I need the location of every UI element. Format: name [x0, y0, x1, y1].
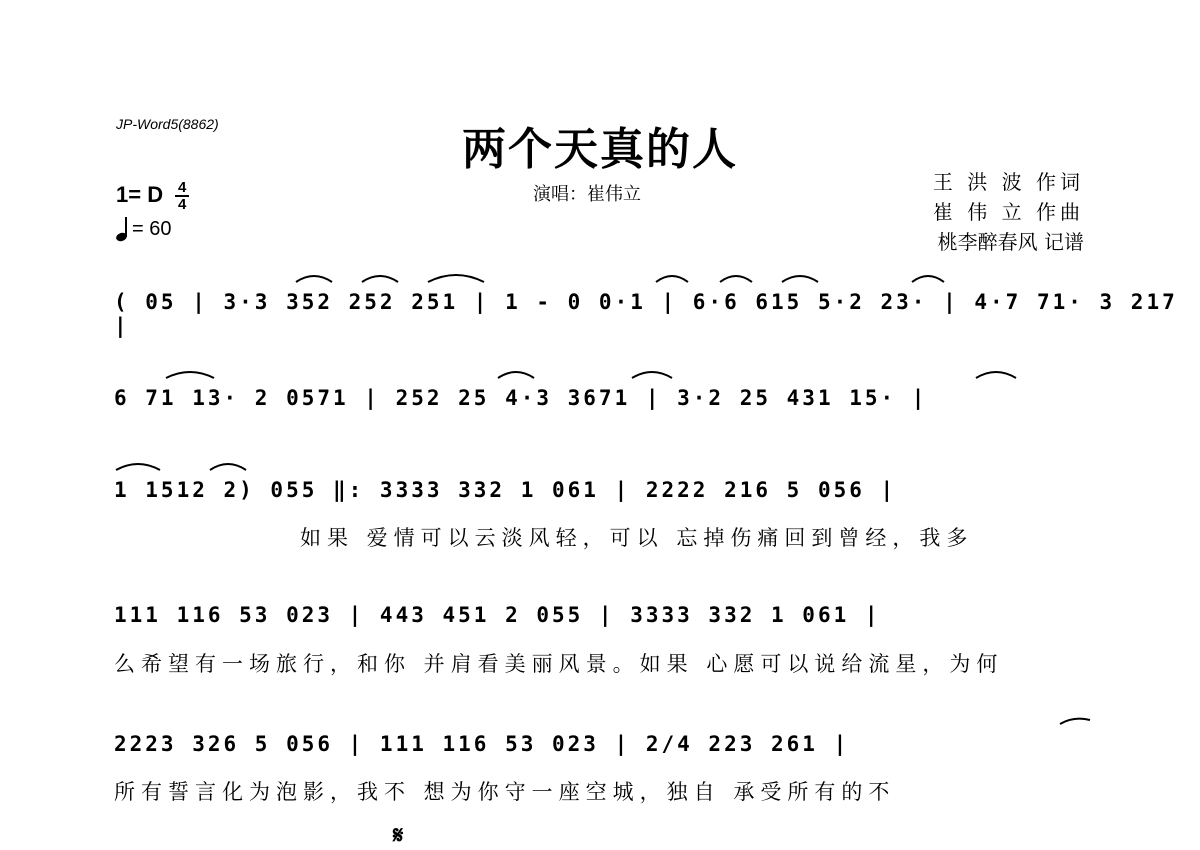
score-line-1: ( 05 | 3·3 352 252 251 | 1 - 0 0·1 | 6·6 615 5·2 23· | 4·7 71· 3 217 |	[114, 290, 1178, 338]
lyric-line-4: 么希望有一场旅行，和你 并肩看美丽风景。如果 心愿可以说给流星，为何	[114, 652, 1004, 676]
slur-mark	[166, 372, 214, 378]
slur-mark	[632, 372, 672, 378]
slur-mark	[782, 276, 818, 282]
lyric-line-5: 所有誓言化为泡影，我不 想为你守一座空城，独自 承受所有的不	[114, 780, 896, 804]
time-bottom: 4	[178, 196, 187, 213]
tempo-value: = 60	[132, 218, 172, 240]
key-label: 1= D	[116, 181, 164, 207]
lyric-line-3: 如果 爱情可以云淡风轻，可以 忘掉伤痛回到曾经，我多	[300, 526, 974, 550]
slur-mark	[1060, 719, 1090, 724]
slur-mark	[428, 275, 484, 282]
key-signature	[116, 180, 189, 212]
slur-mark	[498, 372, 534, 378]
tempo-marking	[116, 217, 171, 241]
slur-mark	[296, 276, 332, 282]
time-top: 4	[178, 179, 187, 196]
transcriber-credit: 桃李醉春风 记谱	[937, 230, 1084, 254]
score-line-4: 111 116 53 023 | 443 451 2 055 | 3333 332 1 061 |	[114, 603, 881, 627]
slur-mark	[362, 276, 398, 282]
composer-credit: 崔 伟 立 作曲	[932, 200, 1084, 224]
segno-sign: 𝄋	[393, 822, 404, 849]
slur-mark	[210, 464, 246, 470]
song-title: 两个天真的人	[462, 124, 738, 175]
slur-mark	[720, 276, 752, 282]
score-line-5: 2223 326 5 056 | 111 116 53 023 | 2/4 223 261 |	[114, 732, 850, 756]
slur-mark	[656, 276, 688, 282]
time-signature	[175, 180, 189, 212]
score-line-3: 1 1512 2) 055 ‖: 3333 332 1 061 | 2222 216 5 056 |	[114, 478, 897, 502]
lyricist-credit: 王 洪 波 作词	[932, 170, 1084, 194]
slur-mark	[116, 464, 160, 470]
singer-label: 演唱：崔伟立	[533, 184, 641, 205]
slur-mark	[976, 372, 1016, 378]
score-line-2: 6 71 13· 2 0571 | 252 25 4·3 3671 | 3·2 25 431 15· |	[114, 386, 928, 410]
quarter-note-icon	[116, 217, 128, 241]
slur-mark	[912, 276, 944, 282]
source-label: JP-Word5(8862)	[116, 116, 219, 132]
